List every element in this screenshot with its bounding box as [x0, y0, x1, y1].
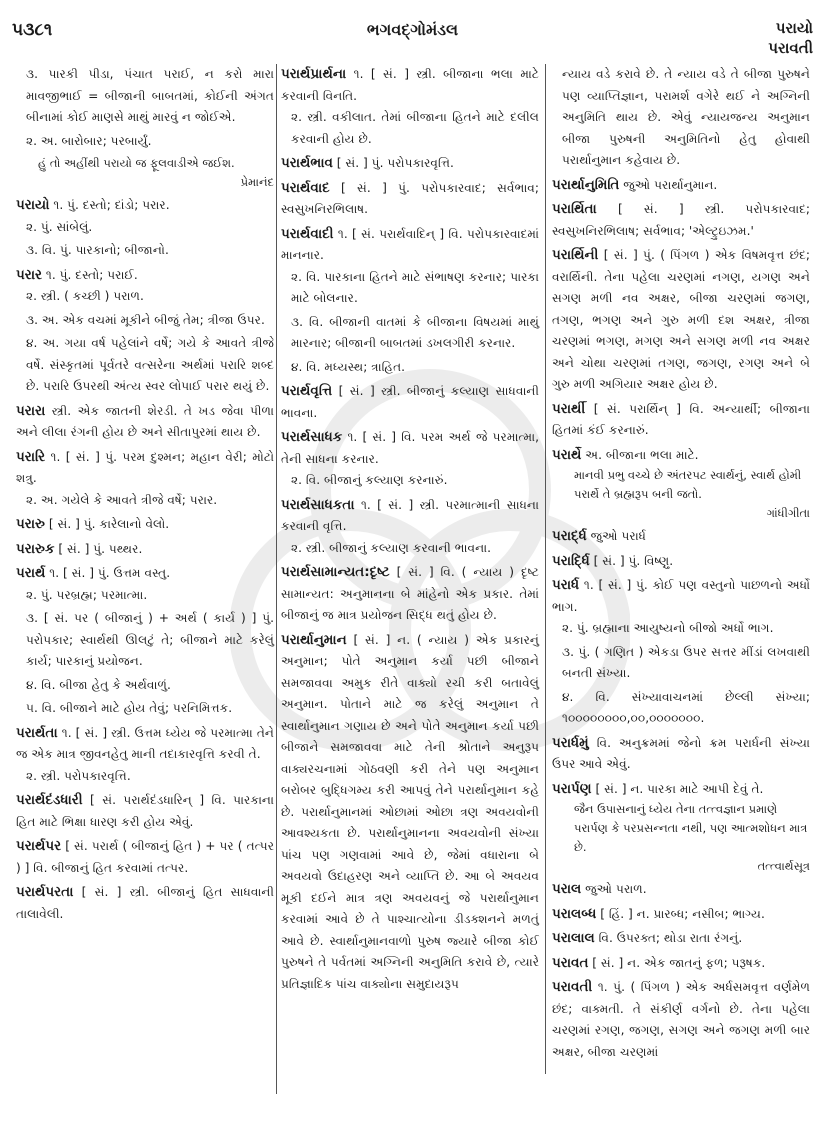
guide-word-last: પરાવતી — [768, 39, 813, 57]
dictionary-entry — [552, 953, 810, 975]
citation-quote: જૈન ઉપાસનાનું ધ્યેય તેના તત્ત્વજ્ઞાન પ્રમાણે પરાર્પણ કે પરપ્રસન્નતા નથી, પણ આત્મશોધન માત્ર છે. — [574, 802, 808, 854]
headword: પરાર્થસામાન્યત:દૃષ્ટ — [281, 564, 390, 580]
definition-text: વિ. અનુક્રમમાં જેનો ક્રમ પરાર્ધની સંખ્યા ઉપર આવે એવું. — [552, 735, 810, 771]
entry-definition — [16, 447, 274, 490]
sense: ૨. સ્ત્રી. પરોપકારવૃત્તિ. — [26, 768, 131, 783]
entry-definition — [281, 381, 539, 424]
entry-definition — [552, 928, 810, 950]
definition-text: ૧. પું. દસ્તો; પરાઈ. — [45, 267, 138, 282]
dictionary-entry — [552, 977, 810, 1063]
entry-definition — [16, 790, 274, 833]
dictionary-entry — [281, 630, 539, 996]
entry-definition — [552, 879, 810, 901]
sense: ૨. અ. ગયેલે કે આવતે ત્રીજે વર્ષે; પરાર. — [26, 492, 218, 507]
dictionary-entry — [16, 882, 274, 925]
definition-text: [ સં. ] સ્ત્રી. બીજાનું કલ્યાણ સાધવાની ભાવના. — [281, 384, 539, 420]
dictionary-entry — [552, 245, 810, 396]
dictionary-title: ભગવદ્ગોમંડલ — [366, 20, 459, 39]
entry-definition — [552, 575, 810, 618]
entry-definition — [552, 175, 810, 197]
dictionary-entry — [281, 178, 539, 221]
dictionary-entry — [16, 539, 274, 561]
headword: પરાર્થદંડધારી — [16, 792, 83, 808]
definition-text: [ સં. ] વિ. ( ન્યાય ) દૃષ્ટ સામાન્યત: અનુમાનના બે માંહેનો એક પ્રકાર. તેમાં બીજાનું જ માત્ર પ્રયોજન સિદ્ધ થતું હોય છે. — [281, 565, 539, 622]
dictionary-entry — [552, 575, 810, 730]
definition-text: [ સં. ] સ્ત્રી. પરોપકારવાદ; સ્વસુખનિરભિલાષ; સર્વભાવ; 'એલ્ટ્રુઇઝમ.' — [552, 202, 810, 238]
headword: પરારિ — [16, 448, 46, 465]
dictionary-entry — [16, 790, 274, 833]
dictionary-entry — [16, 401, 274, 444]
definition-text: અ. બીજાના ભલા માટે. — [585, 447, 699, 462]
definition-text: ૧. પું. ( પિંગળ ) એક અર્ધસમવૃત્ત વર્ણમેળ છંદ; વાક્મતી. તે સંકીર્ણ વર્ગનો છે. તેના પહેલા ચરણમાં રગણ, જગણ, સગણ અને જગણ મળી બાર અક્ષર, બીજા ચરણમાં — [552, 980, 811, 1059]
entry-definition — [552, 953, 810, 975]
column-2 — [281, 64, 539, 1114]
dictionary-entry — [552, 64, 810, 172]
dictionary-entry — [281, 427, 539, 492]
headword: પરાયો — [16, 197, 50, 213]
sense: ૪. અ. ગયા વર્ષ પહેલાંને વર્ષે; ગયે કે આવતે ત્રીજે વર્ષે. સંસ્કૃતમાં પૂર્વતરે વત્સરેના અર્થમાં પરારિ શબ્દ છે. પરારિ ઉપરથી અંત્ય સ્વર લોપાઈ પરાર થયું છે. — [26, 336, 274, 393]
headword: પરાર્થતા — [16, 724, 58, 741]
entry-definition — [16, 836, 274, 879]
entry-definition — [281, 153, 539, 175]
headword: પરાર્થવૃત્તિ — [281, 383, 333, 399]
definition-text: [ સં. ] પું. પરોપકારવાદ; સર્વભાવ; સ્વસુખનિરભિલાષ. — [281, 180, 539, 216]
dictionary-entry — [281, 64, 539, 150]
headword: પરાર્પણ — [552, 780, 592, 797]
definition-text: વિ. ઉપરક્ત; થોડા રાતા રંગનું. — [598, 931, 743, 945]
entry-definition — [16, 882, 274, 925]
headword: પરાવત — [552, 954, 589, 971]
headword: પરાર્ધ — [552, 577, 580, 593]
dictionary-entry — [16, 195, 274, 262]
headword: પરાર્ધમું — [552, 734, 589, 751]
headword: પરાર્થાનુમાન — [281, 631, 347, 648]
dictionary-entry — [552, 733, 810, 776]
dictionary-entry — [552, 779, 810, 877]
headword: પરાર — [16, 266, 43, 283]
sense: ૨. સ્ત્રી. ( કચ્છી ) પરાળ. — [26, 289, 144, 303]
entry-definition — [281, 495, 539, 538]
headword: પરાર્થપ્રાર્થના — [281, 66, 347, 82]
sense: ૨. સ્ત્રી. બીજાનું કલ્યાણ કરવાની ભાવના. — [291, 540, 492, 555]
entry-definition — [16, 401, 274, 444]
definition-text: [ સં. ] પું. કારેલાનો વેલો. — [48, 517, 170, 531]
entry-definition — [552, 779, 810, 801]
headword: પરાર્થિની — [552, 247, 599, 263]
headword: પરાર્થાનુમિતિ — [552, 176, 620, 193]
definition-text: [ સં. પરાર્થ ( બીજાનું હિત ) + પર ( તત્પર ) ] વિ. બીજાનું હિત કરવામાં તત્પર. — [16, 839, 274, 875]
definition-text: જુઓ પરાર્ધ — [590, 529, 646, 543]
definition-text: [ સં. ] ન. પારકા માટે આપી દેવું તે. — [595, 781, 764, 796]
sense: ૨. પું. પરબ્રહ્મ; પરમાત્મા. — [26, 587, 148, 602]
definition-text: ૧. [ સં. ] સ્ત્રી. પરમાત્માની સાધના કરવાની વૃત્તિ. — [281, 497, 540, 533]
sense: ૪. વિ. બીજા હેતુ કે અર્થવાળું. — [26, 677, 171, 692]
sense: ૪. વિ. મધ્યસ્થ; ત્રાહિત. — [291, 359, 406, 374]
dictionary-entry — [281, 224, 539, 379]
definition-text: ૧. પું. દસ્તો; દાંડો; પરાર. — [53, 198, 170, 212]
sense: ૨. પું. બ્રહ્માના આયુષ્યનો બીજો અર્ધો ભાગ. — [562, 621, 774, 635]
entry-definition — [281, 224, 539, 267]
entry-definition — [16, 514, 274, 536]
sense: ૨. પું. સાંબેલું. — [26, 219, 93, 234]
citation-source: પ્રેમાનંદ — [240, 175, 274, 189]
dictionary-entry — [281, 381, 539, 424]
dictionary-entry — [16, 64, 274, 192]
headword: પરારુક — [16, 540, 55, 557]
definition-text: [ સં. પરાર્થિન્ ] વિ. અન્યાર્થી; બીજાના હિતમાં કંઈ કરનારું. — [552, 401, 810, 437]
entry-definition — [552, 977, 810, 1063]
column-divider — [276, 64, 277, 1094]
definition-text: [ સં. ] પું. પથ્થર. — [58, 541, 143, 556]
dictionary-entry — [552, 399, 810, 442]
headword: પરાર્દ્ધિ — [552, 552, 590, 569]
entry-definition — [16, 265, 274, 287]
definition-text: [ સં. ] પું. ( પિંગળ ) એક વિષમવૃત્ત છંદ; વરાર્થિની. તેના પહેલા ચરણમાં નગણ, યગણ અને સગણ મળી નવ અક્ષર, બીજા ચરણમાં જગણ, તગણ, ભગણ અને ગુરુ મળી દશ અક્ષર, ત્રીજા ચરણમાં ભગણ, મગણ અને સગણ મળી નવ અક્ષર અને ચોથા ચરણમાં તગણ, જગણ, રગણ અને બે ગુરુ મળી અગિયાર અક્ષર હોય છે. — [552, 248, 811, 391]
entry-definition — [552, 245, 810, 396]
entry-definition — [552, 399, 810, 442]
sense: ૩. પું. ( ગણિત ) એકડા ઉપર સત્તર મીંડાં લખવાથી બનતી સંખ્યા. — [562, 644, 810, 680]
entry-definition — [552, 526, 810, 548]
definition-text: ૧. [ સં. ] વિ. પરમ અર્થ જે પરમાત્મા, તેની સાધના કરનાર. — [281, 430, 539, 466]
definition-text: [ સં. પરાર્થદંડધારિન્ ] વિ. પારકાના હિત માટે ભિક્ષા ધારણ કરી હોય એવું. — [16, 793, 275, 829]
definition-text: [ સં. ] ન. ( ન્યાય ) એક પ્રકારનું અનુમાન; પોતે અનુમાન કર્યા પછી બીજાને સમજાવવા અમુક રીતે વાક્યો રચી કરી બતાવેલું અનુમાન. પોતાને માટે જ કરેલું અનુમાન તે સ્વાર્થાનુમાન ગણાય છે અને પોતે અનુમાન કર્યા પછી બીજાને સમજાવવા માટે તેની શ્રોતાને અનુરૂપ વાક્યરચનામાં ગોઠવણી કરી તેને પણ અનુમાન બરોબર બુદ્ધિગમ્ય કરી આપવું તેને પરાર્થાનુમાન કહે છે. પરાર્થાનુમાનમાં ઓછામાં ઓછા ત્રણ અવયવોની આવશ્યકતા છે. પરાર્થાનુમાનના અવયવોની સંખ્યા પાંચ પણ ગણવામાં આવે છે, જેમાં વધારાના બે અવયવો ઉદાહરણ અને વ્યાપ્તિ છે. આ બે અવયવ મૂકી દઈને માત્ર ત્રણ અવયવનું જે પરાર્થાનુમાન કરવામાં આવે છે તે પાશ્ચાત્યોના ડીડક્શનને મળતું આવે છે. સ્વાર્થાનુમાનવાળો પુરુષ જ્યારે બીજા કોઈ પુરુષને તે પર્વતમાં અગ્નિની અનુમિતિ કરાવે છે, ત્યારે પ્રતિજ્ઞાદિક પાંચ વાક્યોના સમુદાયરૂપ — [281, 632, 540, 991]
definition-text: [ સં. ] પું. વિષ્ણુ. — [593, 553, 674, 568]
dictionary-entry — [552, 904, 810, 926]
headword: પરાર્થભાવ — [281, 155, 333, 171]
headword: પરાર્થપરતા — [16, 884, 74, 900]
headword: પરારુ — [16, 516, 45, 532]
sense: ૨. વિ. બીજાનું કલ્યાણ કરનારું. — [291, 473, 448, 487]
dictionary-entry — [16, 723, 274, 788]
guide-word-first: પરાયો — [775, 19, 813, 37]
sense: ૩. વિ. પું. પારકાનો; બીજાનો. — [26, 243, 169, 257]
entry-definition — [552, 199, 810, 242]
headword: પરાવતી — [552, 979, 593, 995]
sense: ૨. અ. બારોબાર; પરબાર્યું. — [26, 133, 152, 148]
dictionary-entry — [16, 447, 274, 512]
dictionary-entry — [552, 526, 810, 548]
dictionary-entry — [552, 199, 810, 242]
entry-definition — [552, 64, 810, 172]
citation-source: ગાંધીગીતા — [766, 506, 810, 520]
column-divider — [545, 64, 546, 1074]
headword: પરાર્થસાધકતા — [281, 496, 355, 513]
page-number: ૫૩૮૧ — [12, 20, 53, 40]
entry-definition — [281, 630, 539, 996]
headword: પરાર્થે — [552, 446, 582, 463]
guide-words — [768, 18, 813, 58]
definition-text: જુઓ પરાર્થાનુમાન. — [623, 177, 718, 192]
entry-definition — [281, 427, 539, 470]
sense: ૫. વિ. બીજાને માટે હોય તેવું; પરનિમિત્તક. — [26, 701, 233, 715]
dictionary-entry — [16, 836, 274, 879]
entry-definition — [16, 723, 274, 766]
sense: ૩. પારકી પીડા, પંચાત પરાઈ, ન કરો મારા માવજીભાઈ = બીજાની બાબતમાં, કોઈની અંગત બીનામાં કોઈ માણસે માથું મારવું ન જોઈએ. — [26, 67, 274, 124]
dictionary-entry — [281, 153, 539, 175]
citation-quote: માનવી પ્રભુ વચ્ચે છે અંતરપટ સ્વાર્થનું, સ્વાર્થ હોમી પરાર્થે તે બ્રહ્મરૂપ બની જતો. — [574, 468, 802, 501]
sense: ૨. સ્ત્રી. વકીલાત. તેમાં બીજાના હિતને માટે દલીલ કરવાની હોય છે. — [291, 110, 539, 146]
dictionary-entry — [552, 445, 810, 524]
headword: પરાર્થવાદ — [281, 179, 330, 196]
column-1 — [16, 64, 274, 1114]
column-3 — [552, 64, 810, 1114]
headword: પરાર્થપર — [16, 838, 62, 854]
headword: પરાલ — [552, 881, 582, 897]
citation-quote: હું તો અહીંથી પરાયો જ ફૂલવાડીએ જઈશ. — [38, 156, 235, 170]
dictionary-entry — [552, 928, 810, 950]
definition-text: સ્ત્રી. એક જાતની શેરડી. તે ખડ જેવા પીળા અને લીલા રંગની હોય છે અને સીતાપુરમાં થાય છે. — [16, 403, 275, 439]
headword: પરાર્થવાદી — [281, 225, 334, 242]
headword: પરારા — [16, 402, 46, 419]
entry-definition — [281, 64, 539, 107]
entry-definition — [16, 539, 274, 561]
sense: ૪. વિ. સંખ્યાવાચનમાં છેલ્લી સંખ્યા; ૧૦૦૦૦૦૦૦૦,૦૦,૦૦૦૦૦૦૦. — [562, 689, 810, 725]
entry-definition — [552, 445, 810, 467]
headword: પરાલાલ — [552, 930, 595, 946]
headword: પરાર્દ્ધ — [552, 528, 587, 544]
definition-text: ૧. [ સં. ] સ્ત્રી. બીજાના ભલા માટે કરવાની વિનતિ. — [281, 67, 540, 103]
citation-source: તત્ત્વાર્થસૂત્ર — [757, 859, 810, 873]
entry-definition — [281, 562, 539, 627]
dictionary-entry — [16, 514, 274, 536]
definition-text: જુઓ પરાળ. — [585, 882, 647, 896]
definition-text: ન્યાય વડે કરાવે છે. તે ન્યાય વડે તે બીજા પુરુષને પણ વ્યાપ્તિજ્ઞાન, પરામર્શ વગેરે થઈ ને અગ્નિની અનુમિતિ થાય છે. એવું ન્યાયજન્ય અનુમાન બીજા પુરુષની અનુમિતિનો હેતુ હોવાથી પરાર્થાનુમાન કહેવાય છે. — [562, 67, 810, 167]
headword: પરાર્થસાધક — [281, 429, 343, 445]
sense: ૩. [ સં. પર ( બીજાનું ) + અર્થ ( કાર્ય ) ] પું. પરોપકાર; સ્વાર્થથી ઊલટું તે; બીજાને માટે કરેલું કાર્ય; પારકાનું પ્રયોજન. — [26, 611, 274, 668]
sense: ૩. વિ. બીજાની વાતમાં કે બીજાના વિષયમાં માથું મારનાર; બીજાની બાબતમાં ડખલગીરી કરનાર. — [291, 314, 539, 350]
dictionary-entry — [16, 563, 274, 720]
dictionary-entry — [552, 879, 810, 901]
definition-text: [ સં. ] પું. પરોપકારવૃત્તિ. — [336, 156, 454, 170]
headword: પરાલબ્ધ — [552, 905, 597, 922]
entry-definition — [16, 195, 274, 217]
entry-definition — [552, 551, 810, 573]
definition-text: ૧. [ સં. ] પું. ઉત્તમ વસ્તુ. — [49, 566, 171, 580]
dictionary-entry — [552, 551, 810, 573]
definition-text: ૧. [ સં. ] પું. કોઈ પણ વસ્તુનો પાછળનો અર્ધો ભાગ. — [552, 578, 810, 614]
definition-text: ૧. [ સં. ] પું. પરમ દુશ્મન; મહાન વેરી; મોટો શત્રુ. — [16, 449, 274, 485]
dictionary-entry — [281, 495, 539, 560]
dictionary-entry — [16, 265, 274, 398]
definition-text: ૧. [ સં. પરાર્થવાદિન્ ] વિ. પરોપકારવાદમાં માનનાર. — [281, 226, 539, 262]
sense: ૨. વિ. પારકાના હિતને માટે સંભાષણ કરનાર; પારકા માટે બોલનાર. — [291, 269, 539, 305]
definition-text: [ સં. ] ન. એક જાતનું ફળ; પરૂષક. — [592, 955, 766, 970]
definition-text: [ સં. ] સ્ત્રી. બીજાનું હિત સાધવાની તાલાવેલી. — [16, 885, 274, 921]
headword: પરાર્થી — [552, 400, 586, 417]
definition-text: ૧. [ સં. ] સ્ત્રી. ઉત્તમ ધ્યેય જે પરમાત્મા તેને જ એક માત્ર જીવનહેતુ માની તદાકારવૃત્તિ કરવી તે. — [16, 725, 274, 761]
headword: પરાર્થિતા — [552, 201, 597, 217]
entry-definition — [16, 563, 274, 585]
definition-text: [ હિં. ] ન. પ્રારબ્ધ; નસીબ; ભાગ્ય. — [600, 906, 765, 921]
sense: ૩. અ. એક વચમાં મૂકીને બીજું તેમ; ત્રીજા ઉપર. — [26, 312, 265, 327]
dictionary-entry — [552, 175, 810, 197]
entry-definition — [281, 178, 539, 221]
dictionary-entry — [281, 562, 539, 627]
entry-definition — [552, 904, 810, 926]
headword: પરાર્થ — [16, 565, 46, 581]
entry-definition — [552, 733, 810, 776]
